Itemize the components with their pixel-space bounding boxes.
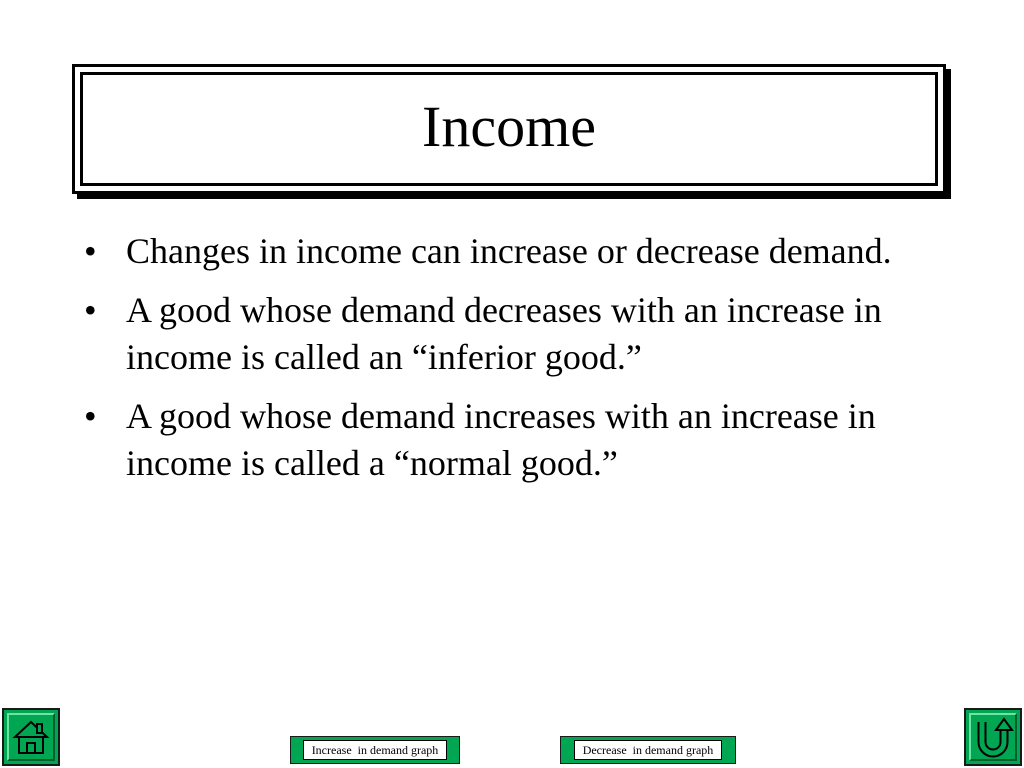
slide-title: Income (422, 94, 596, 159)
title-box-inner (80, 72, 938, 186)
increase-demand-graph-label: Increase in demand graph (303, 740, 448, 760)
return-button[interactable] (964, 708, 1022, 766)
return-arrow-icon (972, 716, 1014, 758)
title-box (72, 64, 946, 194)
bullet-text: A good whose demand decreases with an increase in income is called an “inferior good.” (126, 290, 882, 377)
home-button[interactable] (2, 708, 60, 766)
bullet-text: A good whose demand increases with an increase in income is called a “normal good.” (126, 396, 876, 483)
home-icon (11, 717, 51, 757)
bullet-item (84, 393, 954, 487)
increase-demand-graph-link[interactable] (290, 736, 460, 764)
bullet-marker: • (84, 231, 97, 271)
return-button-face (969, 713, 1017, 761)
bullet-item (84, 228, 954, 275)
decrease-demand-graph-label: Decrease in demand graph (574, 740, 723, 760)
bullet-marker: • (84, 290, 97, 330)
bullet-list (84, 228, 954, 499)
home-button-face (7, 713, 55, 761)
decrease-demand-graph-link[interactable] (560, 736, 736, 764)
bullet-marker: • (84, 396, 97, 436)
bullet-item (84, 287, 954, 381)
bullet-text: Changes in income can increase or decrease demand. (126, 231, 892, 271)
